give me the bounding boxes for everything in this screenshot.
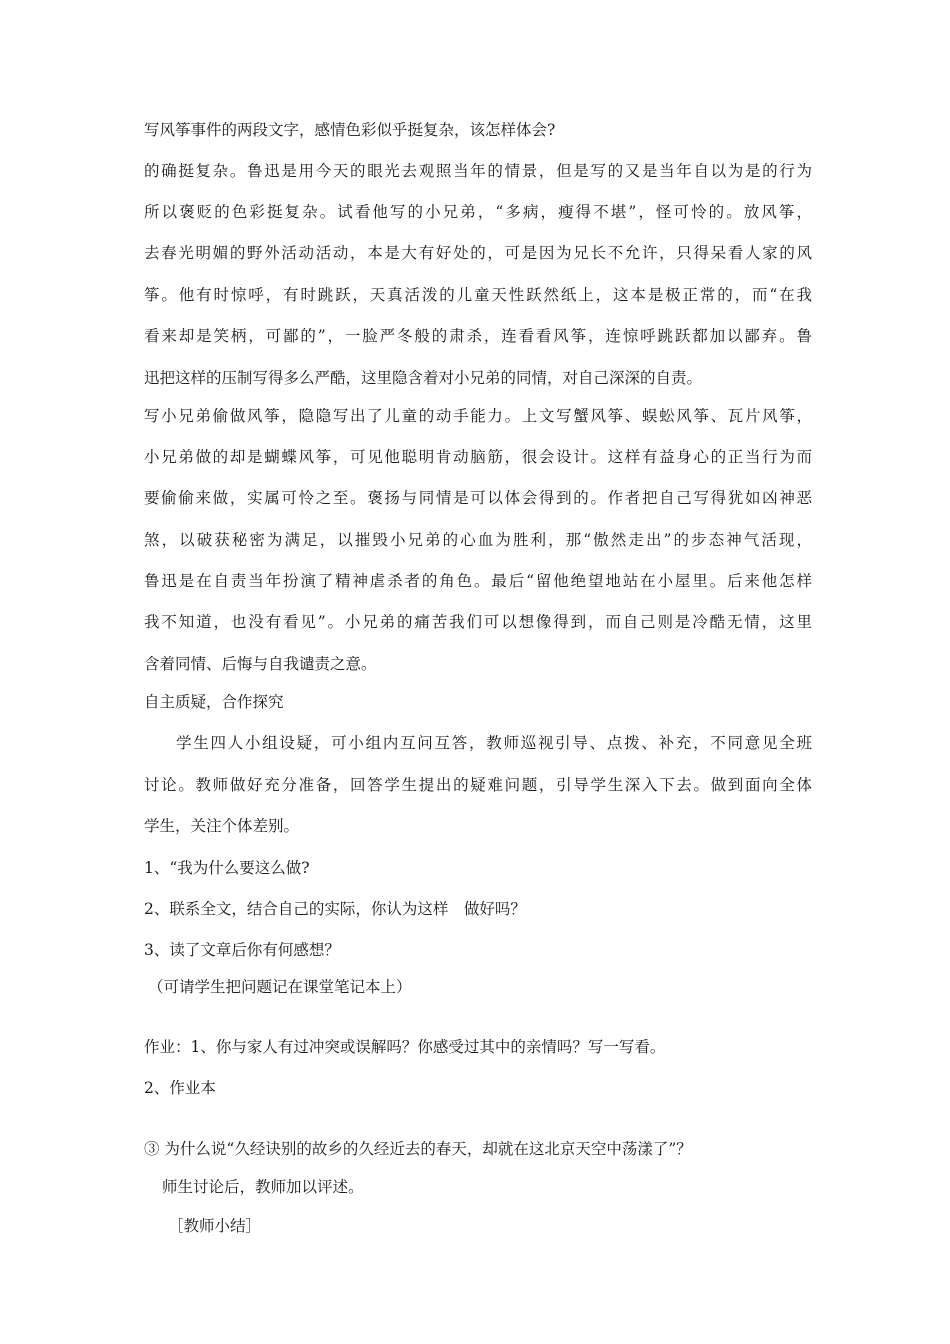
text-line: 迅把这样的压制写得多么严酷，这里隐含着对小兄弟的同情，对自己深深的自责。 [144,369,703,387]
question-item: 3、读了文章后你有何感想？ [144,941,340,959]
text-line: 所以褒贬的色彩挺复杂。试看他写的小兄弟，“多病，瘦得不堪”，怪可怜的。放风筝， [144,203,812,221]
text-line: 去春光明媚的野外活动活动，本是大有好处的，可是因为兄长不允许，只得呆看人家的风 [144,244,812,262]
text-line: 写风筝事件的两段文字，感情色彩似乎挺复杂，该怎样体会? [144,121,556,139]
text-line: 师生讨论后，教师加以评述。 [162,1178,364,1196]
text-line: 小兄弟做的却是蝴蝶风筝，可见他聪明肯动脑筋，很会设计。这样有益身心的正当行为而 [144,448,812,466]
section-heading: 自主质疑，合作探究 [144,693,284,711]
text-line: 我不知道，也没有看见”。小兄弟的痛苦我们可以想像得到，而自己则是冷酷无情，这里 [144,613,812,631]
text-line: 学生，关注个体差别。 [144,817,300,835]
question-line: ③ 为什么说“久经诀别的故乡的久经近去的春天，却就在这北京天空中荡漾了”？ [144,1140,692,1158]
text-line: 要偷偷来做，实属可怜之至。褒扬与同情是可以体会得到的。作者把自己写得犹如凶神恶 [144,489,812,507]
text-line: 讨论。教师做好充分准备，回答学生提出的疑难问题，引导学生深入下去。做到面向全体 [144,776,812,794]
question-item: 1、“我为什么要这么做? [144,859,310,877]
text-line: 的确挺复杂。鲁迅是用今天的眼光去观照当年的情景，但是写的又是当年自以为是的行为 [144,162,812,180]
text-line: 看来却是笑柄，可鄙的”，一脸严冬般的肃杀，连看看风筝，连惊呼跳跃都加以鄙弃。鲁 [144,327,812,345]
homework-line: 作业：1、你与家人有过冲突或误解吗？你感受过其中的亲情吗？写一写看。 [144,1038,666,1056]
note-line: （可请学生把问题记在课堂笔记本上） [148,978,412,996]
text-line: 煞，以破获秘密为满足，以摧毁小兄弟的心血为胜利，那“傲然走出”的步态神气活现， [144,531,812,549]
text-line: 学生四人小组设疑，可小组内互问互答，教师巡视引导、点拨、补充，不同意见全班 [176,734,812,752]
text-line: 含着同情、后悔与自我谴责之意。 [144,655,377,673]
homework-line: 2、作业本 [144,1079,216,1097]
text-line: 写小兄弟偷做风筝，隐隐写出了儿童的动手能力。上文写蟹风筝、蜈蚣风筝、瓦片风筝， [144,407,812,425]
text-line: 筝。他有时惊呼，有时跳跃，天真活泼的儿童天性跃然纸上，这本是极正常的，而“在我 [144,286,812,304]
summary-heading: ［教师小结］ [168,1217,262,1235]
text-line: 鲁迅是在自责当年扮演了精神虐杀者的角色。最后“留他绝望地站在小屋里。后来他怎样 [144,572,812,590]
question-item: 2、联系全文，结合自己的实际，你认为这样 做好吗？ [144,900,526,918]
